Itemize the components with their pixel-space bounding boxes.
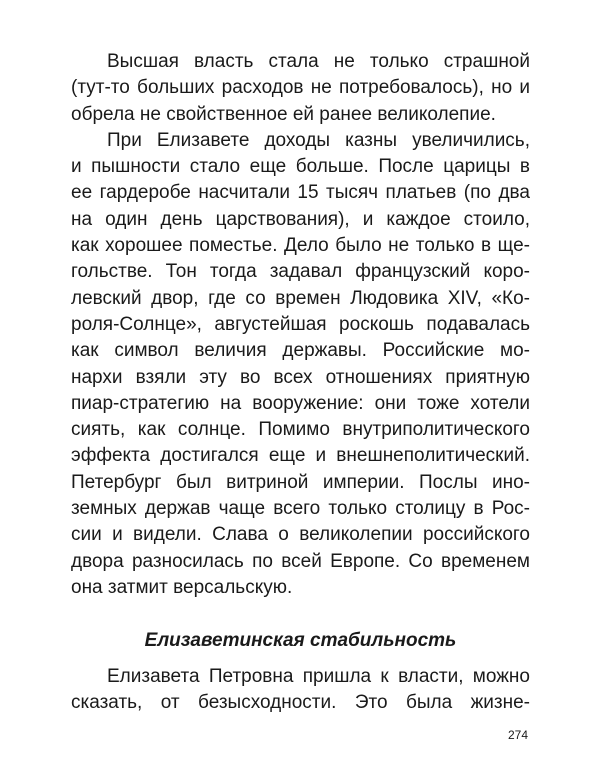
paragraph-1-line-3: обрела не свойственное ей ранее великолепие. <box>71 103 496 125</box>
paragraph-2-line-18: она затмит версальскую. <box>71 576 293 598</box>
paragraph-2-line-1: При Елизавете доходы казны увеличились, <box>107 129 530 151</box>
paragraph-3-line-1: Елизавета Петровна пришла к власти, можно <box>107 666 530 687</box>
section-heading: Елизаветинская стабильность <box>144 630 457 651</box>
paragraph-2-line-11: пиар-стратегию на вооружение: они тоже хотели <box>71 392 530 414</box>
paragraph-2-line-15: земных держав чаще всего только столицу в Рос- <box>71 498 530 520</box>
paragraph-2-line-13: эффекта достигался еще и внешнеполитический. <box>71 445 530 467</box>
paragraph-2-line-8: роля-Солнце», августейшая роскошь подавалась <box>71 313 530 335</box>
paragraph-2-line-17: двора разносилась по всей Европе. Со временем <box>71 550 530 572</box>
paragraph-2-line-7: левский двор, где со времен Людовика XIV, «Ко- <box>71 287 530 309</box>
paragraph-2-line-9: как символ величия державы. Российские мо- <box>71 340 530 362</box>
body-text <box>71 49 530 601</box>
paragraph-2-line-5: как хорошее поместье. Дело было не только в ще- <box>71 235 530 257</box>
paragraph-2-line-3: ее гардеробе насчитали 15 тысяч платьев (по два <box>71 182 530 204</box>
paragraph-2-line-14: Петербург был витриной империи. Послы ино- <box>71 471 530 493</box>
paragraph-1-line-2: (тут-то больших расходов не потребовалось), но и <box>71 77 530 99</box>
paragraph-2-line-10: нархи взяли эту во всех отношениях приятную <box>71 366 530 388</box>
paragraph-2-line-6: гольстве. Тон тогда задавал французский коро- <box>71 261 530 283</box>
paragraph-2-line-2: и пышности стало еще больше. После царицы в <box>71 156 530 178</box>
paragraph-1-line-1: Высшая власть стала не только страшной <box>107 51 530 72</box>
paragraph-3-line-2: сказать, от безысходности. Это была жизне- <box>71 692 530 714</box>
page-number: 274 <box>507 728 528 742</box>
paragraph-2-line-4: на один день царствования), и каждое стоило, <box>71 208 530 230</box>
paragraph-2-line-16: сии и видели. Слава о великолепии российского <box>71 524 530 546</box>
body-text-continued <box>71 664 530 717</box>
paragraph-2-line-12: сиять, как солнце. Помимо внутриполитического <box>71 419 530 441</box>
